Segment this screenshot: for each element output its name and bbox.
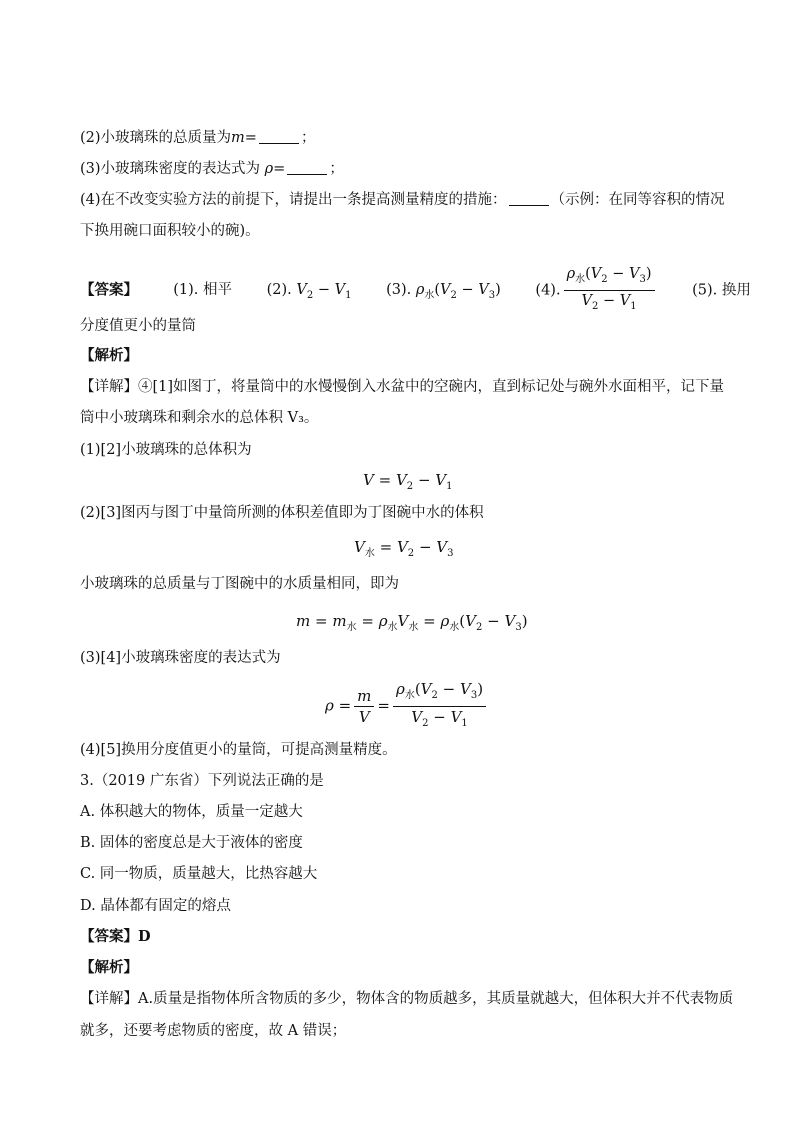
answer-blank [259,129,299,144]
equation-volume: $V = V_2 - V_1$ [363,471,453,492]
q3-detail-line2: 就多，还要考虑物质的密度，故 A 错误； [80,1023,347,1039]
q3-stem: 3.（2019 广东省）下列说法正确的是 [80,773,324,789]
q3-option-b: B. 固体的密度总是大于液体的密度 [80,835,303,851]
detail-p3: 小玻璃珠的总质量与丁图碗中的水质量相同，即为 [80,576,399,592]
answer-line: 【答案】 (1). 相平 (2). $V_2 - V_1$ (3). $\rho_水(V_2 - V_3)$ (4). $\frac{\rho_水(V_2 - V_3)}{V_2 - V_1}$ (5). 换用 [80,265,751,316]
detail-p5: (4)[5]换用分度值更小的量筒，可提高测量精度。 [80,742,397,758]
q2-part4-line2: 下换用碗口面积较小的碗)。 [80,223,260,239]
equation-mass: $m = m_水 = \rho_水V_水 = \rho_水(V_2 - V_3)$ [296,612,528,633]
answer-item2: (2). $V_2 - V_1$ [266,282,352,302]
answer-blank [287,160,327,175]
q2-part4-line1: (4)在不改变实验方法的前提下，请提出一条提高测量精度的措施： （示例：在同等容积的情况 [80,192,725,208]
detail-line2: 筒中小玻璃珠和剩余水的总体积 V₃。 [80,410,319,426]
q3-option-d: D. 晶体都有固定的熔点 [80,898,231,914]
q3-option-a: A. 体积越大的物体，质量一定越大 [80,804,303,820]
q3-analysis-label: 【解析】 [80,959,138,976]
q3-option-c: C. 同一物质，质量越大，比热容越大 [80,866,318,882]
answer-continuation: 分度值更小的量筒 [80,318,196,334]
q2-part3: (3)小玻璃珠密度的表达式为 ρ= ； [80,161,344,177]
analysis-label: 【解析】 [80,347,138,364]
answer-blank [509,191,549,206]
detail-line1: 【详解】④[1]如图丁，将量筒中的水慢慢倒入水盆中的空碗内，直到标记处与碗外水面相平，记下量 [80,379,725,395]
detail-p2: (2)[3]图丙与图丁中量筒所测的体积差值即为丁图碗中水的体积 [80,505,484,521]
answer-item3: (3). $\rho_水(V_2 - V_3)$ [386,282,501,302]
detail-p1: (1)[2]小玻璃珠的总体积为 [80,442,252,458]
equation-water-volume: $V_水 = V_2 - V_3$ [354,538,454,559]
answer-item4: (4). $\frac{\rho_水(V_2 - V_3)}{V_2 - V_1}$ [535,265,657,316]
q3-answer: 【答案】D [80,928,151,945]
q2-part2: (2)小玻璃珠的总质量为m= ； [80,130,316,146]
equation-density: ρ = $\frac{m}{V}$ = $\frac{\rho_水(V_2 - V_3)}{V_2 - V_1}$ [325,680,489,733]
answer-label: 【答案】 [80,281,138,299]
q3-detail-line1: 【详解】A.质量是指物体所含物质的多少，物体含的物质越多，其质量就越大，但体积大并不代表物质 [80,991,734,1007]
detail-p4: (3)[4]小玻璃珠密度的表达式为 [80,650,281,666]
